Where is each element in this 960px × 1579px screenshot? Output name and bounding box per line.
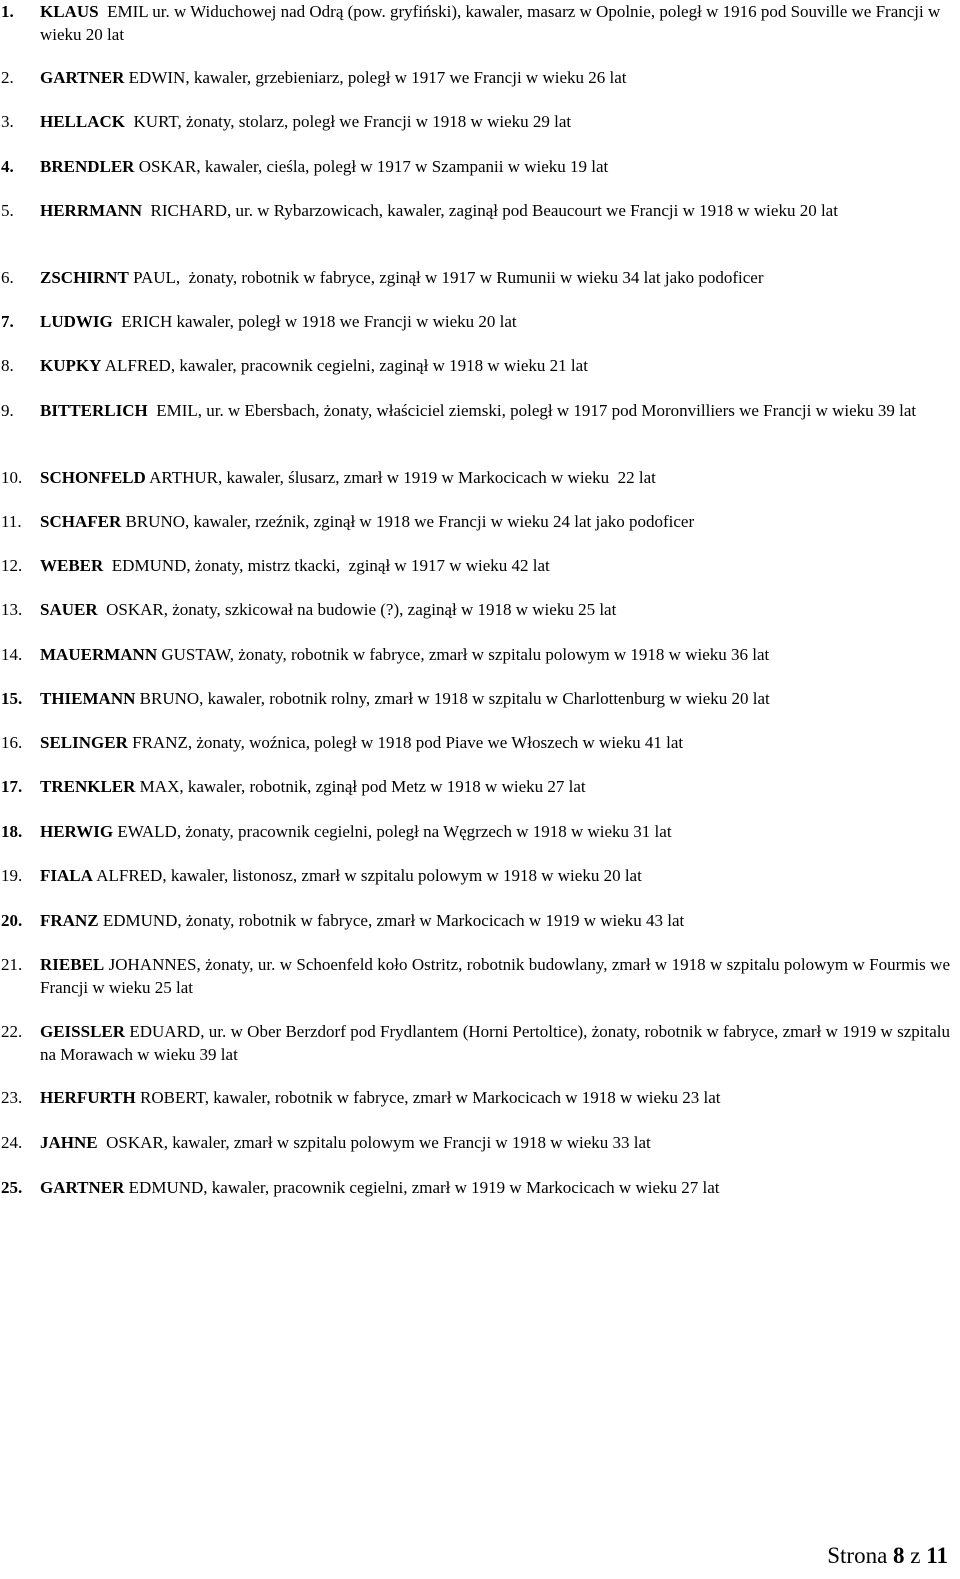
item-details: BRUNO, kawaler, robotnik rolny, zmarł w 1918 w szpitalu w Charlottenburg w wieku 20 lat	[135, 689, 770, 708]
item-details: OSKAR, kawaler, zmarł w szpitalu polowym we Francji w 1918 w wieku 33 lat	[97, 1133, 651, 1152]
surname: ZSCHIRNT	[40, 268, 129, 287]
item-details: ROBERT, kawaler, robotnik w fabryce, zmarł w Markocicach w 1918 w wieku 23 lat	[135, 1088, 721, 1107]
item-details: EWALD, żonaty, pracownik cegielni, poległ na Węgrzech w 1918 w wieku 31 lat	[113, 822, 672, 841]
item-details: ALFRED, kawaler, listonosz, zmarł w szpitalu polowym w 1918 w wieku 20 lat	[92, 866, 642, 885]
surname: HERFURTH	[40, 1088, 136, 1107]
item-text	[40, 731, 950, 754]
item-text	[40, 66, 950, 89]
surname: BITTERLICH	[40, 401, 148, 420]
item-number: 14.	[1, 645, 23, 664]
surname: HERWIG	[40, 822, 114, 841]
item-details: EMIL ur. w Widuchowej nad Odrą (pow. gryfiński), kawaler, masarz w Opolnie, poległ w 1916 pod Souville we Francji w wieku 20 lat	[40, 2, 945, 44]
item-number: 7.	[1, 312, 14, 331]
surname: GEISSLER	[40, 1022, 126, 1041]
item-number: 6.	[1, 268, 14, 287]
item-text	[40, 310, 950, 333]
item-details: EDMUND, kawaler, pracownik cegielni, zmarł w 1919 w Markocicach w wieku 27 lat	[124, 1178, 720, 1197]
item-text	[40, 110, 950, 133]
surname: HELLACK	[40, 112, 126, 131]
surname: LUDWIG	[40, 312, 113, 331]
item-details: EDMUND, żonaty, mistrz tkacki, zginął w 1917 w wieku 42 lat	[103, 556, 550, 575]
item-details: FRANZ, żonaty, woźnica, poległ w 1918 pod Piave we Włoszech w wieku 41 lat	[127, 733, 684, 752]
surname: THIEMANN	[40, 689, 136, 708]
item-number: 15.	[1, 689, 23, 708]
item-text	[40, 643, 950, 666]
item-details: EDWIN, kawaler, grzebieniarz, poległ w 1917 we Francji w wieku 26 lat	[124, 68, 627, 87]
item-number: 3.	[1, 112, 14, 131]
item-number: 23.	[1, 1088, 23, 1107]
item-number: 5.	[1, 201, 14, 220]
item-number: 19.	[1, 866, 23, 885]
item-number: 12.	[1, 556, 23, 575]
item-number: 20.	[1, 911, 23, 930]
item-details: OSKAR, kawaler, cieśla, poległ w 1917 w Szampanii w wieku 19 lat	[134, 157, 609, 176]
surname: TRENKLER	[40, 777, 136, 796]
item-details: OSKAR, żonaty, szkicował na budowie (?), zaginął w 1918 w wieku 25 lat	[97, 600, 617, 619]
item-details: GUSTAW, żonaty, robotnik w fabryce, zmarł w szpitalu polowym w 1918 w wieku 36 lat	[157, 645, 770, 664]
item-details: EDMUND, żonaty, robotnik w fabryce, zmarł w Markocicach w 1919 w wieku 43 lat	[98, 911, 685, 930]
surname: SCHAFER	[40, 512, 122, 531]
item-details: MAX, kawaler, robotnik, zginął pod Metz w 1918 w wieku 27 lat	[135, 777, 586, 796]
item-details: ERICH kawaler, poległ w 1918 we Francji w wieku 20 lat	[112, 312, 517, 331]
item-number: 10.	[1, 468, 23, 487]
item-details: PAUL, żonaty, robotnik w fabryce, zginął w 1917 w Rumunii w wieku 34 lat jako podoficer	[128, 268, 764, 287]
item-number: 21.	[1, 955, 23, 974]
item-text	[40, 399, 950, 422]
surname: WEBER	[40, 556, 104, 575]
surname: KLAUS	[40, 2, 99, 21]
item-number: 18.	[1, 822, 23, 841]
item-text	[40, 199, 950, 222]
surname: BRENDLER	[40, 157, 135, 176]
surname: GARTNER	[40, 1178, 125, 1197]
item-number: 9.	[1, 401, 14, 420]
page-label: Strona	[827, 1543, 894, 1568]
item-number: 25.	[1, 1178, 23, 1197]
item-text	[40, 1176, 950, 1199]
item-number: 1.	[1, 2, 14, 21]
item-text	[40, 510, 950, 533]
item-text	[40, 1020, 950, 1066]
surname: FRANZ	[40, 911, 99, 930]
item-text	[40, 554, 950, 577]
item-text	[40, 598, 950, 621]
surname: JAHNE	[40, 1133, 98, 1152]
item-number: 8.	[1, 356, 14, 375]
surname: KUPKY	[40, 356, 102, 375]
surname: HERRMANN	[40, 201, 142, 220]
item-number: 24.	[1, 1133, 23, 1152]
current-page-number: 8	[893, 1543, 905, 1568]
item-number: 22.	[1, 1022, 23, 1041]
item-number: 16.	[1, 733, 23, 752]
item-details: EMIL, ur. w Ebersbach, żonaty, właściciel ziemski, poległ w 1917 pod Moronvilliers we Francji w wieku 39 lat	[147, 401, 917, 420]
item-text	[40, 1131, 950, 1154]
surname: SAUER	[40, 600, 98, 619]
item-details: BRUNO, kawaler, rzeźnik, zginął w 1918 we Francji w wieku 24 lat jako podoficer	[121, 512, 695, 531]
item-text	[40, 0, 950, 46]
surname: SCHONFELD	[40, 468, 146, 487]
item-number: 13.	[1, 600, 23, 619]
item-details: JOHANNES, żonaty, ur. w Schoenfeld koło Ostritz, robotnik budowlany, zmarł w 1918 w szpitalu polowym w Fourmis we Francji w wieku 25 lat	[40, 955, 950, 997]
item-text	[40, 864, 950, 887]
item-text	[40, 266, 950, 289]
page-footer	[827, 1542, 948, 1570]
surname: GARTNER	[40, 68, 125, 87]
surname: SELINGER	[40, 733, 128, 752]
item-number: 2.	[1, 68, 14, 87]
surname: MAUERMANN	[40, 645, 158, 664]
item-text	[40, 775, 950, 798]
total-pages-number: 11	[926, 1543, 948, 1568]
surname: FIALA	[40, 866, 93, 885]
item-text	[40, 953, 950, 999]
item-text	[40, 687, 950, 710]
item-text	[40, 1086, 950, 1109]
item-text	[40, 354, 950, 377]
page-separator: z	[904, 1543, 927, 1568]
item-number: 17.	[1, 777, 23, 796]
item-number: 11.	[1, 512, 22, 531]
item-text	[40, 155, 950, 178]
item-number: 4.	[1, 157, 14, 176]
item-text	[40, 909, 950, 932]
item-text	[40, 466, 950, 489]
item-details: EDUARD, ur. w Ober Berzdorf pod Frydlantem (Horni Pertoltice), żonaty, robotnik w fabryce, zmarł w 1919 w szpitalu na Morawach w wieku 39 lat	[40, 1022, 950, 1064]
item-details: ARTHUR, kawaler, ślusarz, zmarł w 1919 w Markocicach w wieku 22 lat	[145, 468, 656, 487]
item-details: RICHARD, ur. w Rybarzowicach, kawaler, zaginął pod Beaucourt we Francji w 1918 w wieku 20 lat	[142, 201, 838, 220]
item-details: ALFRED, kawaler, pracownik cegielni, zaginął w 1918 w wieku 21 lat	[101, 356, 588, 375]
item-details: KURT, żonaty, stolarz, poległ we Francji w 1918 w wieku 29 lat	[125, 112, 572, 131]
item-text	[40, 820, 950, 843]
surname: RIEBEL	[40, 955, 105, 974]
